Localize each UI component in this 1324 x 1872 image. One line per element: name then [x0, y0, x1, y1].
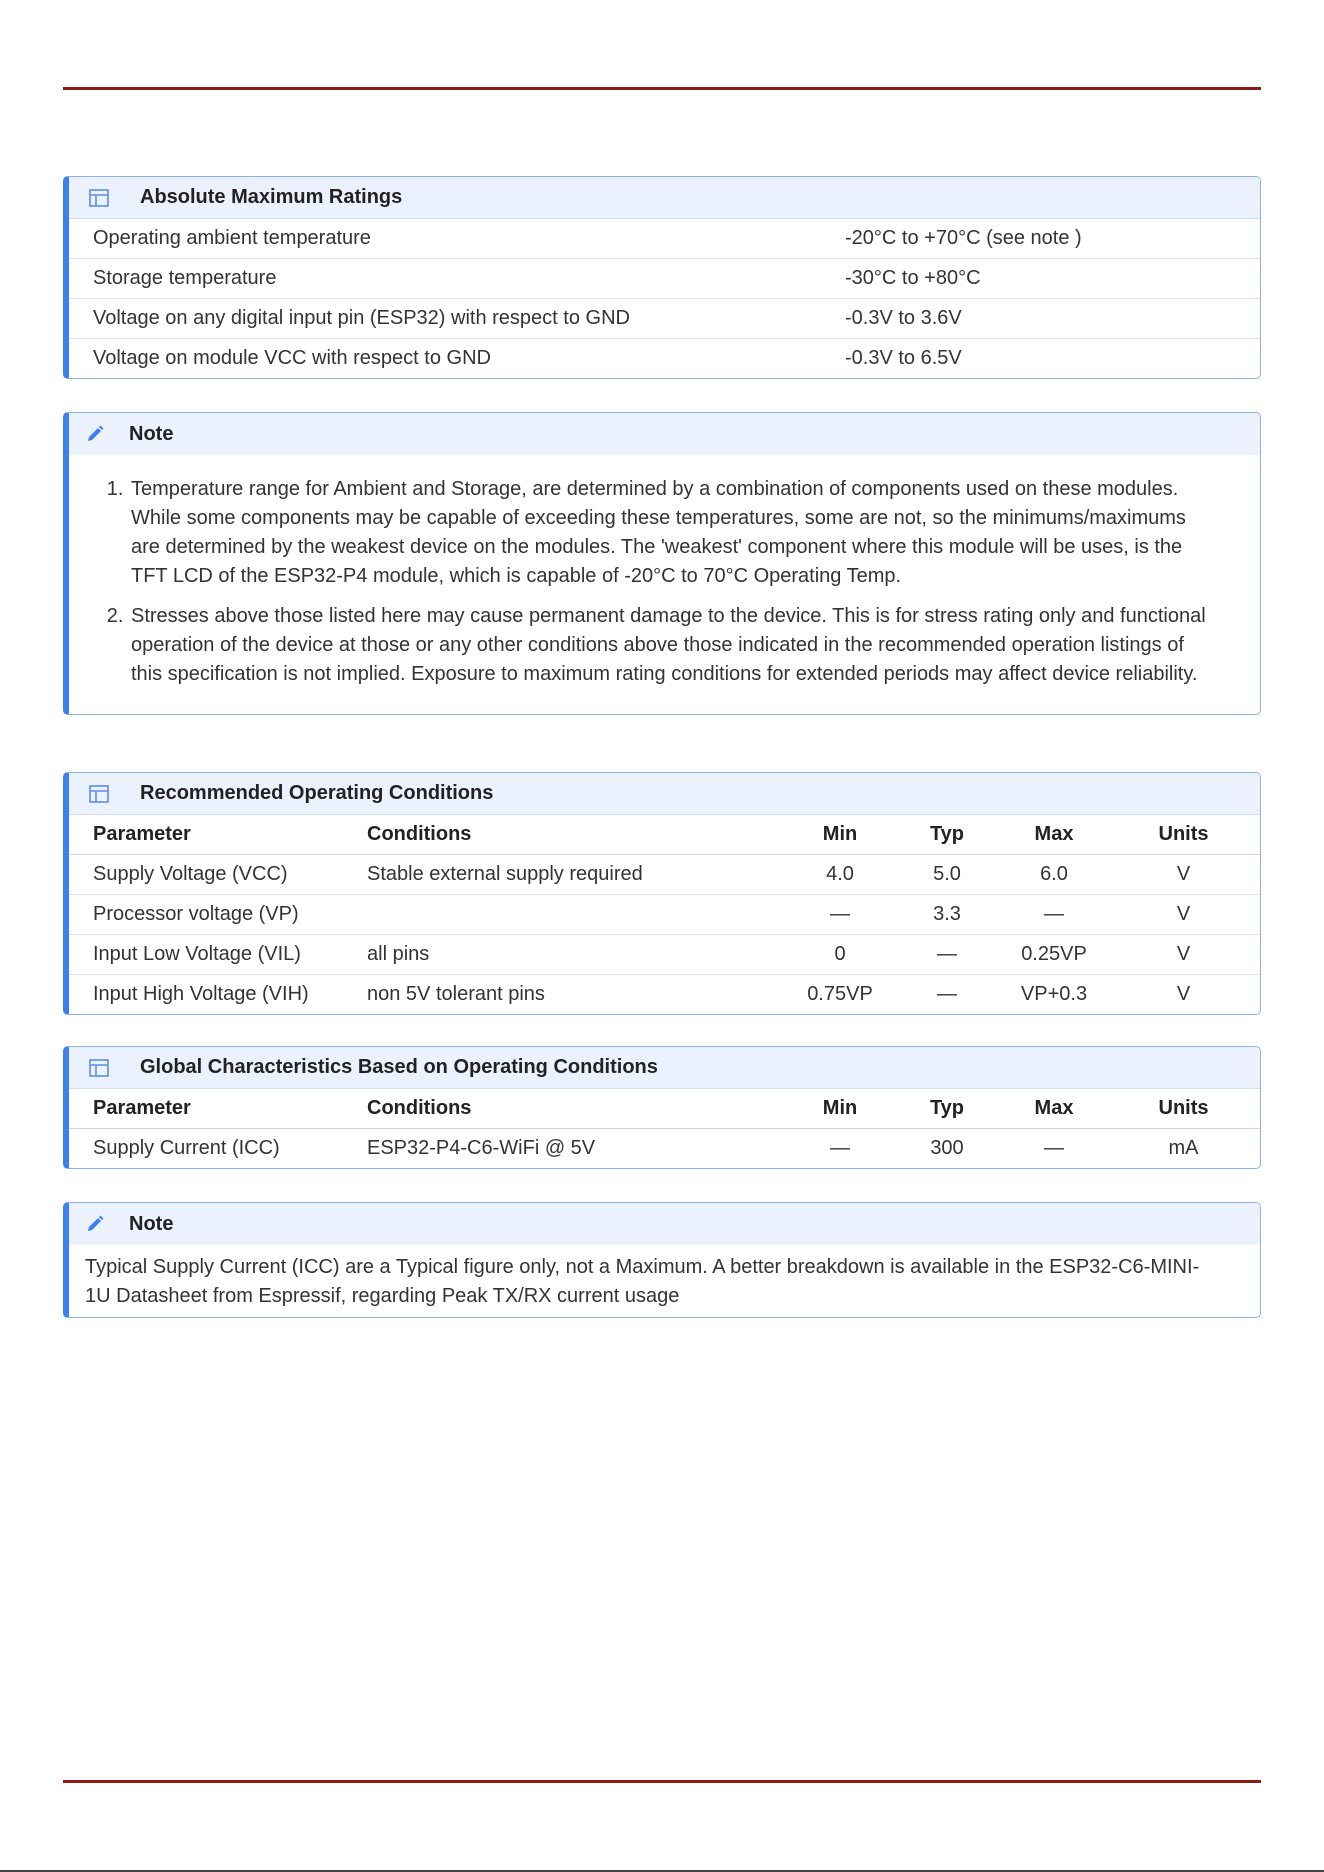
- note-header-bar: [69, 413, 1260, 455]
- max-cell: —: [1001, 895, 1107, 935]
- note-list: [85, 475, 1220, 689]
- column-header-typ: Typ: [893, 815, 1001, 855]
- min-cell: 0.75VP: [787, 975, 893, 1015]
- pencil-icon: [85, 424, 115, 444]
- value-cell: -0.3V to 6.5V: [845, 339, 1260, 379]
- units-cell: V: [1107, 935, 1260, 975]
- note-title: Note: [129, 422, 174, 445]
- note-box: [63, 412, 1261, 715]
- param-cell: Supply Voltage (VCC): [93, 863, 288, 885]
- typ-cell: —: [893, 935, 1001, 975]
- value-cell: -20°C to +70°C (see note ): [845, 227, 1082, 249]
- cond-cell: non 5V tolerant pins: [367, 975, 787, 1015]
- table-row: [69, 975, 1260, 1015]
- column-header-param: Parameter: [69, 815, 367, 855]
- units-cell: V: [1176, 863, 1191, 885]
- value-cell: -30°C to +80°C: [845, 259, 1260, 299]
- value-cell: -0.3V to 3.6V: [845, 299, 1260, 339]
- table-title: Absolute Maximum Ratings: [140, 186, 403, 208]
- table-icon: [89, 1059, 129, 1077]
- cond-cell: ESP32-P4-C6-WiFi @ 5V: [367, 1137, 596, 1159]
- header-row: [69, 815, 1260, 855]
- param-cell: Processor voltage (VP): [69, 895, 367, 935]
- typ-cell: 300: [930, 1137, 964, 1159]
- column-header-max: Max: [1001, 815, 1107, 855]
- header-rule: [63, 87, 1261, 90]
- table-row: [69, 259, 1260, 299]
- max-cell: VP+0.3: [1001, 975, 1107, 1015]
- typ-cell: 3.3: [893, 895, 1001, 935]
- column-header-max: Max: [1001, 1089, 1107, 1129]
- note-title: Note: [129, 1212, 174, 1235]
- max-cell: 6.0: [1040, 863, 1068, 885]
- min-cell: —: [830, 1137, 850, 1159]
- table-title: Global Characteristics Based on Operating Conditions: [140, 1056, 658, 1078]
- table-header-bar: [69, 773, 1260, 815]
- param-cell: Input Low Voltage (VIL): [69, 935, 367, 975]
- table-row: [69, 339, 1260, 379]
- note-item: 1. Temperature range for Ambient and Storage, are determined by a combination of components used on these modules. While some components may be capable of exceeding these temperatures, some are not, so the minimums/maximums are determined by the weakest device on the modules. The 'weakest' component where this module will be uses, is the TFT LCD of the ESP32-P4 module, which is capable of -20°C to 70°C Operating Temp.: [129, 475, 1220, 591]
- global-characteristics-table: [63, 1046, 1261, 1169]
- max-cell: 0.25VP: [1001, 935, 1107, 975]
- min-cell: 0: [787, 935, 893, 975]
- cond-cell: Stable external supply required: [367, 863, 643, 885]
- param-cell: Operating ambient temperature: [93, 227, 371, 249]
- column-header-min: Min: [787, 1089, 893, 1129]
- column-header-param: Parameter: [69, 1089, 367, 1129]
- column-header-units: Units: [1107, 815, 1260, 855]
- param-cell: Storage temperature: [69, 259, 845, 299]
- table-header-bar: [69, 177, 1260, 219]
- min-cell: —: [787, 895, 893, 935]
- param-cell: Supply Current (ICC): [93, 1137, 280, 1159]
- column-header-cond: Conditions: [367, 1089, 787, 1129]
- header-row: [69, 1089, 1260, 1129]
- cond-cell: [367, 895, 787, 935]
- table-row: [69, 219, 1260, 259]
- param-cell: Voltage on any digital input pin (ESP32) with respect to GND: [69, 299, 845, 339]
- note-box: [63, 1202, 1261, 1318]
- note-text: Typical Supply Current (ICC) are a Typical figure only, not a Maximum. A better breakdown is available in the ESP32-C6-MINI-1U Datasheet from Espressif, regarding Peak TX/RX current usage: [85, 1256, 1200, 1307]
- note-item: 2. Stresses above those listed here may cause permanent damage to the device. This is for stress rating only and functional operation of the device at those or any other conditions above those indicated in the recommended operation listings of this specification is not implied. Exposure to maximum rating conditions for extended periods may affect device reliability.: [129, 602, 1220, 689]
- footer-rule: [63, 1780, 1261, 1783]
- table-title: Recommended Operating Conditions: [140, 782, 494, 804]
- column-header-min: Min: [787, 815, 893, 855]
- table-icon: [89, 189, 129, 207]
- typ-cell: —: [893, 975, 1001, 1015]
- param-cell: Voltage on module VCC with respect to GND: [69, 339, 845, 379]
- min-cell: 4.0: [826, 863, 854, 885]
- table-icon: [89, 785, 129, 803]
- table-row: [69, 895, 1260, 935]
- column-header-units: Units: [1107, 1089, 1260, 1129]
- max-cell: —: [1044, 1137, 1064, 1159]
- table-row: [69, 935, 1260, 975]
- recommended-operating-conditions-table: [63, 772, 1261, 1015]
- table-row: [69, 1129, 1260, 1169]
- typ-cell: 5.0: [933, 863, 961, 885]
- units-cell: V: [1107, 895, 1260, 935]
- column-header-typ: Typ: [893, 1089, 1001, 1129]
- table-row: [69, 299, 1260, 339]
- units-cell: V: [1107, 975, 1260, 1015]
- table-row: [69, 855, 1260, 895]
- table-header-bar: [69, 1047, 1260, 1089]
- param-cell: Input High Voltage (VIH): [69, 975, 367, 1015]
- cond-cell: all pins: [367, 935, 787, 975]
- pencil-icon: [85, 1214, 115, 1234]
- units-cell: mA: [1168, 1137, 1199, 1159]
- absolute-maximum-ratings-table: [63, 176, 1261, 379]
- note-header-bar: [69, 1203, 1260, 1245]
- column-header-cond: Conditions: [367, 815, 787, 855]
